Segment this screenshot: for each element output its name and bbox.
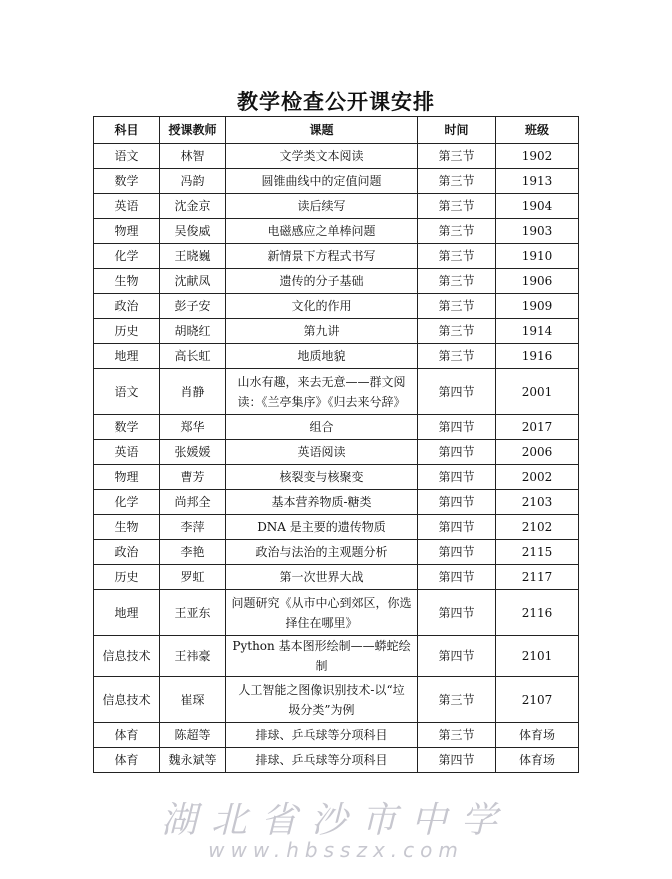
cell-topic	[226, 748, 418, 773]
cell-time: 第四节	[418, 636, 496, 677]
table-header-row	[94, 117, 579, 144]
cell-time: 第四节	[418, 540, 496, 565]
cell-time: 第四节	[418, 490, 496, 515]
topic-line: 圆锥曲线中的定值问题	[261, 174, 382, 188]
topic-line: 排球、乒乓球等分项科目	[255, 728, 388, 742]
cell-class: 体育场	[496, 748, 579, 773]
cell-time: 第四节	[418, 369, 496, 415]
table-row	[94, 344, 579, 369]
cell-class: 1902	[496, 144, 579, 169]
table-row	[94, 194, 579, 219]
cell-teacher: 冯韵	[160, 169, 226, 194]
table-row	[94, 490, 579, 515]
topic-line: 读：《兰亭集序》《归去来兮辞》	[237, 394, 406, 409]
topic-line: 地质地貌	[297, 349, 346, 363]
cell-topic	[226, 294, 418, 319]
cell-time: 第三节	[418, 294, 496, 319]
topic-line: 排球、乒乓球等分项科目	[255, 753, 388, 767]
topic-line: 问题研究《从市中心到郊区，你选	[231, 595, 412, 610]
cell-subject: 历史	[94, 565, 160, 590]
cell-teacher: 王晓巍	[160, 244, 226, 269]
column-header-topic: 课题	[226, 117, 418, 144]
cell-subject: 地理	[94, 590, 160, 636]
cell-teacher: 王亚东	[160, 590, 226, 636]
cell-topic	[226, 144, 418, 169]
table-row	[94, 748, 579, 773]
cell-teacher: 崔琛	[160, 677, 226, 723]
cell-subject: 语文	[94, 144, 160, 169]
cell-topic	[226, 319, 418, 344]
cell-topic	[226, 415, 418, 440]
topic-line: 新情景下方程式书写	[267, 249, 376, 263]
cell-time: 第四节	[418, 440, 496, 465]
cell-class: 1909	[496, 294, 579, 319]
cell-teacher: 彭子安	[160, 294, 226, 319]
cell-teacher: 陈超等	[160, 723, 226, 748]
cell-class: 1916	[496, 344, 579, 369]
cell-class: 1913	[496, 169, 579, 194]
table-row	[94, 565, 579, 590]
cell-teacher: 李艳	[160, 540, 226, 565]
topic-line: Python 基本图形绘制——蟒蛇绘制	[232, 639, 411, 673]
cell-teacher: 肖静	[160, 369, 226, 415]
cell-subject: 语文	[94, 369, 160, 415]
table-row	[94, 465, 579, 490]
cell-teacher: 张媛媛	[160, 440, 226, 465]
topic-line: DNA 是主要的遗传物质	[257, 520, 386, 534]
cell-time: 第三节	[418, 677, 496, 723]
cell-topic	[226, 169, 418, 194]
table-body	[94, 144, 579, 773]
cell-subject: 化学	[94, 244, 160, 269]
cell-topic	[226, 723, 418, 748]
cell-class: 2101	[496, 636, 579, 677]
cell-subject: 地理	[94, 344, 160, 369]
cell-teacher: 林智	[160, 144, 226, 169]
table-row	[94, 440, 579, 465]
table-row	[94, 723, 579, 748]
cell-teacher: 王祎豪	[160, 636, 226, 677]
cell-teacher: 高长虹	[160, 344, 226, 369]
table-row	[94, 515, 579, 540]
table-row	[94, 294, 579, 319]
topic-line: 读后续写	[297, 199, 346, 213]
cell-topic	[226, 219, 418, 244]
cell-topic	[226, 440, 418, 465]
cell-class: 2102	[496, 515, 579, 540]
cell-class: 2103	[496, 490, 579, 515]
cell-class: 1903	[496, 219, 579, 244]
table-row	[94, 169, 579, 194]
cell-time: 第三节	[418, 144, 496, 169]
cell-class: 2115	[496, 540, 579, 565]
cell-class: 2117	[496, 565, 579, 590]
topic-line: 人工智能之图像识别技术-以“垃	[238, 682, 405, 697]
cell-topic	[226, 540, 418, 565]
table-row	[94, 677, 579, 723]
cell-subject: 化学	[94, 490, 160, 515]
cell-teacher: 李萍	[160, 515, 226, 540]
table-row	[94, 144, 579, 169]
cell-subject: 生物	[94, 269, 160, 294]
cell-topic	[226, 369, 418, 415]
cell-class: 2001	[496, 369, 579, 415]
table-row	[94, 540, 579, 565]
table-row	[94, 636, 579, 677]
watermark-url: www.hbsszx.com	[208, 838, 464, 862]
cell-topic	[226, 344, 418, 369]
topic-line: 文化的作用	[291, 299, 352, 313]
table-row	[94, 415, 579, 440]
cell-time: 第四节	[418, 565, 496, 590]
cell-subject: 信息技术	[94, 677, 160, 723]
column-header-subject: 科目	[94, 117, 160, 144]
cell-subject: 政治	[94, 294, 160, 319]
cell-time: 第三节	[418, 319, 496, 344]
topic-line: 遗传的分子基础	[279, 274, 364, 288]
schedule-table	[93, 116, 579, 773]
cell-topic	[226, 244, 418, 269]
table-row	[94, 219, 579, 244]
cell-teacher: 尚邦全	[160, 490, 226, 515]
cell-subject: 英语	[94, 440, 160, 465]
cell-class: 体育场	[496, 723, 579, 748]
cell-time: 第三节	[418, 169, 496, 194]
table-row	[94, 319, 579, 344]
cell-time: 第三节	[418, 194, 496, 219]
topic-line: 英语阅读	[297, 445, 346, 459]
cell-class: 2006	[496, 440, 579, 465]
cell-time: 第三节	[418, 219, 496, 244]
topic-line: 山水有趣，来去无意——群文阅	[237, 374, 406, 389]
cell-time: 第四节	[418, 415, 496, 440]
cell-time: 第四节	[418, 465, 496, 490]
cell-subject: 英语	[94, 194, 160, 219]
cell-topic	[226, 269, 418, 294]
cell-topic	[226, 465, 418, 490]
cell-subject: 体育	[94, 748, 160, 773]
cell-subject: 体育	[94, 723, 160, 748]
cell-topic	[226, 515, 418, 540]
cell-subject: 信息技术	[94, 636, 160, 677]
cell-subject: 数学	[94, 415, 160, 440]
cell-subject: 物理	[94, 219, 160, 244]
cell-time: 第四节	[418, 515, 496, 540]
cell-subject: 历史	[94, 319, 160, 344]
table-row	[94, 590, 579, 636]
column-header-class: 班级	[496, 117, 579, 144]
cell-class: 2002	[496, 465, 579, 490]
column-header-time: 时间	[418, 117, 496, 144]
watermark-school-name: 湖北省沙市中学	[160, 800, 511, 841]
cell-teacher: 魏永斌等	[160, 748, 226, 773]
cell-time: 第三节	[418, 344, 496, 369]
cell-class: 1910	[496, 244, 579, 269]
cell-teacher: 胡晓红	[160, 319, 226, 344]
cell-time: 第四节	[418, 590, 496, 636]
cell-teacher: 罗虹	[160, 565, 226, 590]
table-row	[94, 244, 579, 269]
cell-topic	[226, 490, 418, 515]
cell-time: 第四节	[418, 748, 496, 773]
topic-line: 基本营养物质-糖类	[271, 495, 372, 509]
cell-subject: 生物	[94, 515, 160, 540]
cell-class: 2107	[496, 677, 579, 723]
cell-time: 第三节	[418, 723, 496, 748]
cell-subject: 物理	[94, 465, 160, 490]
cell-topic	[226, 565, 418, 590]
topic-line: 第九讲	[303, 324, 340, 338]
cell-topic	[226, 194, 418, 219]
cell-topic	[226, 636, 418, 677]
topic-line: 政治与法治的主观题分析	[255, 545, 388, 559]
column-header-teacher: 授课教师	[160, 117, 226, 144]
page-title: 教学检查公开课安排	[237, 89, 435, 114]
cell-time: 第三节	[418, 269, 496, 294]
table-row	[94, 269, 579, 294]
cell-teacher: 沈献凤	[160, 269, 226, 294]
cell-teacher: 吴俊威	[160, 219, 226, 244]
cell-class: 1906	[496, 269, 579, 294]
cell-subject: 政治	[94, 540, 160, 565]
topic-line: 择住在哪里》	[285, 615, 358, 630]
cell-teacher: 曹芳	[160, 465, 226, 490]
cell-time: 第三节	[418, 244, 496, 269]
cell-class: 1914	[496, 319, 579, 344]
cell-class: 2116	[496, 590, 579, 636]
cell-subject: 数学	[94, 169, 160, 194]
cell-class: 1904	[496, 194, 579, 219]
cell-class: 2017	[496, 415, 579, 440]
topic-line: 文学类文本阅读	[279, 149, 364, 163]
topic-line: 电磁感应之单棒问题	[267, 224, 376, 238]
table-row	[94, 369, 579, 415]
cell-topic	[226, 677, 418, 723]
cell-teacher: 郑华	[160, 415, 226, 440]
topic-line: 第一次世界大战	[279, 570, 364, 584]
topic-line: 核裂变与核聚变	[279, 470, 364, 484]
cell-topic	[226, 590, 418, 636]
cell-teacher: 沈金京	[160, 194, 226, 219]
topic-line: 圾分类”为例	[288, 702, 355, 717]
topic-line: 组合	[309, 420, 334, 434]
